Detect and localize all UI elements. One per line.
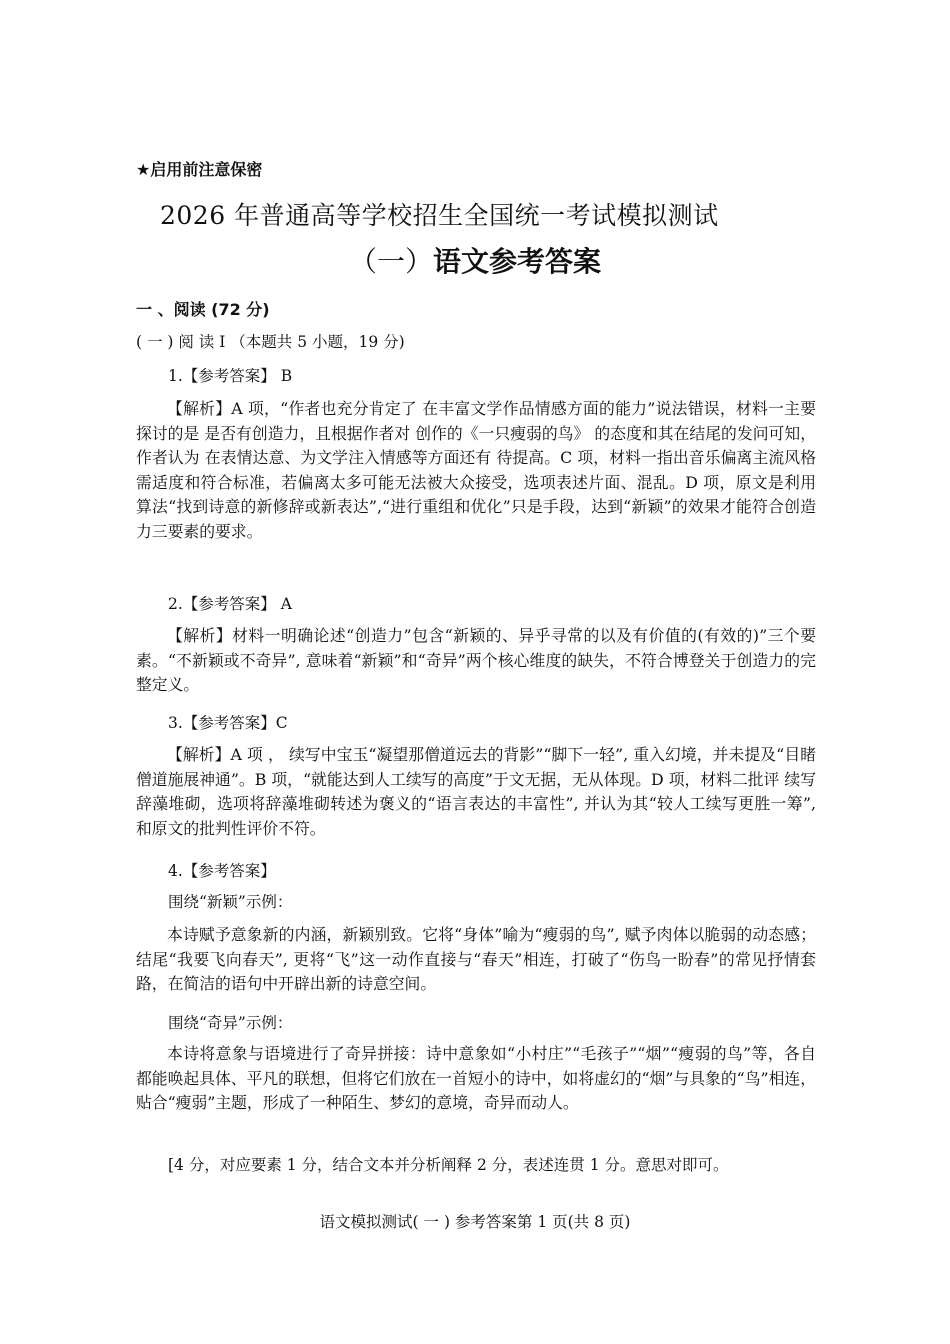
exam-title: 2026 年普通高等学校招生全国统一考试模拟测试 xyxy=(160,201,719,230)
q4-scoring: [4 分，对应要素 1 分，结合文本并分析阐释 2 分，表述连贯 1 分。意思对即可。 xyxy=(168,1156,729,1174)
q1-analysis: 【解析】A 项，“作者也充分肯定了 在丰富文学作品情感方面的能力”说法错误，材料一主要探讨的是 是否有创造力，且根据作者对 创作的《一只瘦弱的鸟》 的态度和其在结尾的发问可知，作者认为 在表情达意、为文学注入情感等方面还有 待提高。C 项，材料一指出音乐偏离主流风格需适度和符合标准，若偏离太多可能无法被大众接受，选项表述片面、混乱。D 项，原文是利用算法“找到诗意的新修辞或新表达”,“进行重组和优化”只是手段，达到“新颖”的效果才能符合创造力三要素的要求。 xyxy=(136,399,816,541)
q1-answer: 1.【参考答案】 B xyxy=(168,367,293,385)
section-heading: 一 、阅读 (72 分) xyxy=(136,300,270,319)
confidential-notice: ★启用前注意保密 xyxy=(136,160,263,179)
q4-label-novel: 围绕“新颖”示例： xyxy=(168,893,293,911)
q4-text-strange: 本诗将意象与语境进行了奇异拼接：诗中意象如“小村庄”“毛孩子”“烟”“瘦弱的鸟”等，各自都能唤起具体、平凡的联想，但将它们放在一首短小的诗中，如将虚幻的“烟”与具象的“鸟”相连，贴合“瘦弱”主题，形成了一种陌生、梦幻的意境，奇异而动人。 xyxy=(136,1044,816,1112)
title-prefix: （一） xyxy=(348,245,433,278)
title-main: 语文参考答案 xyxy=(433,245,602,278)
q2-answer: 2.【参考答案】 A xyxy=(168,595,292,613)
answer-key-title xyxy=(0,240,950,280)
q4-text-novel: 本诗赋予意象新的内涵，新颖别致。它将“身体”喻为“瘦弱的鸟”, 赋予肉体以脆弱的动态感；结尾“我要飞向春天”, 更将“飞”这一动作直接与“春天”相连，打破了“伤鸟一盼春”的常见抒情套路，在简洁的语句中开辟出新的诗意空间。 xyxy=(136,925,816,993)
q3-analysis: 【解析】A 项 ， 续写中宝玉“凝望那僧道远去的背影”“脚下一轻”, 重入幻境，并未提及“目睹僧道施展神通”。B 项，“就能达到人工续写的高度”于文无据，无从体现。D 项，材料二批评 续写辞藻堆砌，选项将辞藻堆砌转述为褒义的“语言表达的丰富性”, 并认为其“较人工续写更胜一筹”, 和原文的批判性评价不符。 xyxy=(136,745,816,838)
q4-answer: 4.【参考答案】 xyxy=(168,862,276,880)
subsection-heading: ( 一 ) 阅 读 I （本题共 5 小题，19 分) xyxy=(136,333,405,351)
page-footer: 语文模拟测试( 一 ) 参考答案第 1 页(共 8 页) xyxy=(319,1213,631,1231)
q3-answer: 3.【参考答案】C xyxy=(168,714,288,732)
q2-analysis: 【解析】材料一明确论述“创造力”包含“新颖的、异乎寻常的以及有价值的(有效的)”三个要素。“不新颖或不奇异”, 意味着“新颖”和“奇异”两个核心维度的缺失，不符合博登关于创造力的完整定义。 xyxy=(136,626,816,694)
q4-label-strange: 围绕“奇异”示例： xyxy=(168,1014,293,1032)
